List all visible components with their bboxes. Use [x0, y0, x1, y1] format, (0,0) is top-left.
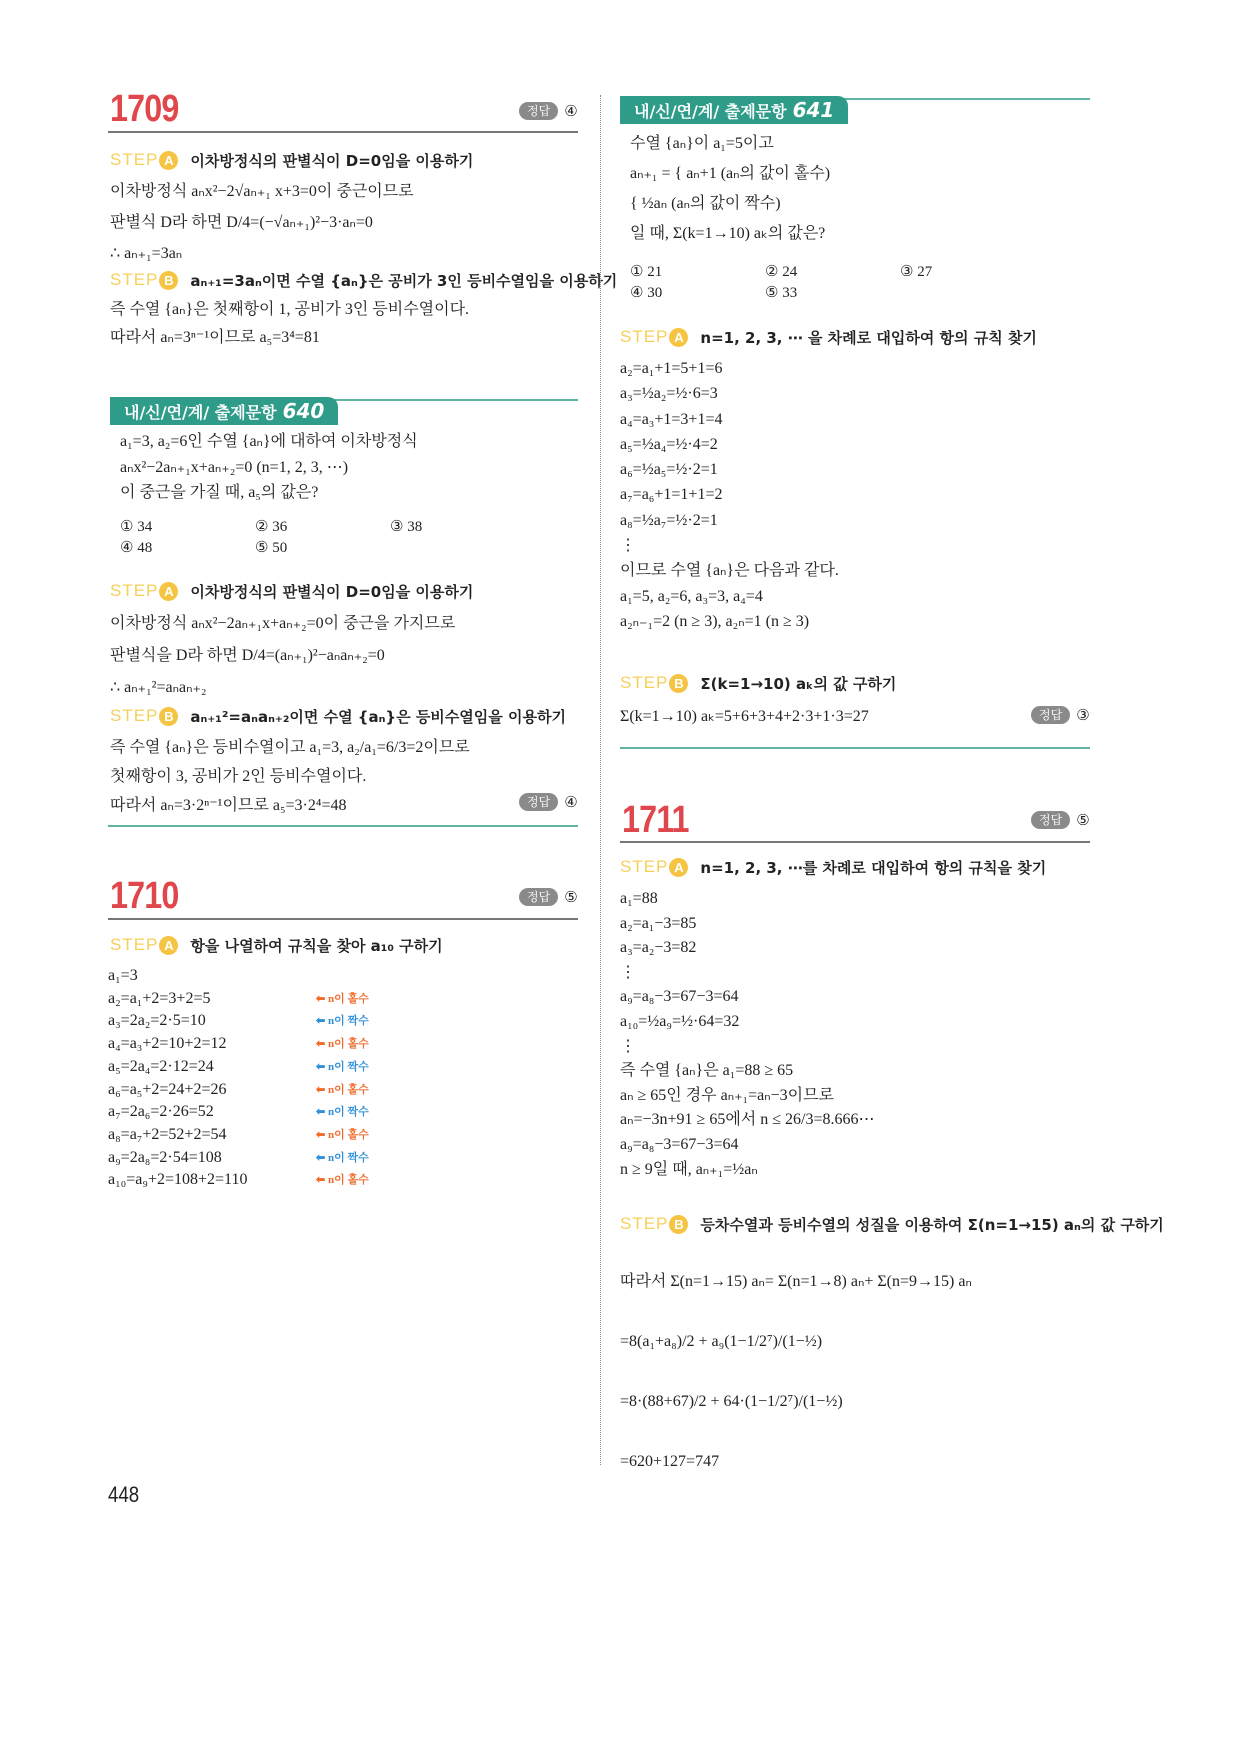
choice: ① 21: [630, 264, 663, 280]
math-line: a₄=a₃+2=10+2=12: [108, 1035, 227, 1053]
step-a-lines: [110, 608, 455, 704]
math-line: a₇=a₆+1=1+1=2: [620, 486, 723, 504]
step-badge-icon: A: [159, 151, 178, 170]
math-line: a₉=a₈−3=67−3=64: [620, 1135, 739, 1153]
math-line: a₆=½a₅=½·2=1: [620, 461, 718, 479]
choice: ⑤ 50: [255, 540, 288, 556]
parity-note: ⬅ n이 짝수: [316, 1060, 369, 1073]
step-word: STEP: [620, 1214, 669, 1233]
step-badge-icon: A: [669, 328, 688, 347]
box-rule: [300, 399, 578, 401]
answer-value: ④: [564, 102, 578, 120]
math-line: aₙ ≥ 65인 경우 aₙ₊₁=aₙ−3이므로: [620, 1086, 835, 1104]
answer-value: ⑤: [1076, 811, 1090, 829]
related-label: 내/신/연/계/ 출제문항: [634, 102, 787, 121]
math-line: a₂=a₁+1=5+1=6: [620, 360, 723, 377]
math-line: a₆=a₅+2=24+2=26: [108, 1080, 227, 1098]
math-line: 수열 {aₙ}이 a₁=5이고: [630, 135, 774, 152]
choice: ① 34: [120, 519, 153, 535]
math-line: a₂=a₁−3=85: [620, 914, 697, 932]
math-line: 판별식을 D라 하면 D/4=(aₙ₊₁)²−aₙaₙ₊₂=0: [110, 647, 385, 664]
step-title: aₙ₊₁²=aₙaₙ₊₂이면 수열 {aₙ}은 등비수열임을 이용하기: [190, 707, 566, 726]
related-problem-header-640: [110, 397, 338, 425]
math-line: ⋮: [620, 1037, 636, 1055]
divider: [108, 918, 578, 920]
math-line: a₁₀=a₉+2=108+2=110: [108, 1171, 248, 1189]
step-title: aₙ₊₁=3aₙ이면 수열 {aₙ}은 공비가 3인 등비수열임을 이용하기: [190, 271, 618, 290]
choice: ④ 48: [120, 540, 153, 556]
math-line: 즉 수열 {aₙ}은 a₁=88 ≥ 65: [620, 1062, 794, 1080]
math-line: ⋮: [620, 963, 636, 981]
sequence-row: [108, 1010, 369, 1033]
step-title: 항을 나열하여 규칙을 찾아 a₁₀ 구하기: [190, 936, 443, 955]
math-line: 즉 수열 {aₙ}은 등비수열이고 a₁=3, a₂/a₁=6/3=2이므로: [110, 739, 470, 756]
parity-note: ⬅ n이 짝수: [316, 1106, 369, 1119]
question-641: [630, 129, 830, 249]
answer-value: ④: [564, 793, 578, 811]
step-b-heading: [110, 268, 617, 292]
step-badge-icon: A: [159, 936, 178, 955]
step-title: Σ(k=1→10) aₖ의 값 구하기: [700, 674, 897, 693]
math-line: a₅=2a₄=2·12=24: [108, 1057, 214, 1075]
math-line: a₁₀=½a₉=½·64=32: [620, 1012, 740, 1030]
math-line: a₂=a₁+2=3+2=5: [108, 989, 211, 1007]
step-title: 등차수열과 등비수열의 성질을 이용하여 Σ(n=1→15) aₙ의 값 구하기: [700, 1215, 1164, 1234]
step-title: n=1, 2, 3, ⋯를 차례로 대입하여 항의 규칙을 찾기: [700, 858, 1047, 877]
sequence-row: [108, 1033, 369, 1056]
math-line: 판별식 D라 하면 D/4=(−√aₙ₊₁)²−3·aₙ=0: [110, 214, 373, 231]
divider: [108, 131, 578, 133]
choice: ② 36: [255, 519, 288, 535]
math-line: 따라서 aₙ=3ⁿ⁻¹이므로 a₅=3⁴=81: [110, 329, 320, 346]
math-line: { ½aₙ (aₙ의 값이 짝수): [630, 195, 781, 212]
step-b-lines: [110, 733, 470, 820]
answer-label: 정답: [519, 102, 558, 120]
math-line: a₃=2a₂=2·5=10: [108, 1012, 206, 1030]
answer-value: ⑤: [564, 888, 578, 906]
math-line: =620+127=747: [620, 1453, 720, 1470]
step-b-heading: [110, 704, 566, 728]
answer-label: 정답: [1031, 706, 1070, 724]
parity-note: ⬅ n이 짝수: [316, 1015, 369, 1028]
sequence-row: [108, 1056, 369, 1079]
step-word: STEP: [620, 327, 669, 346]
problem-number-1710: 1710: [110, 875, 179, 917]
step-b-lines: [110, 296, 469, 352]
box-bottom-rule: [620, 747, 1090, 749]
math-line: a₁=88: [620, 890, 658, 907]
math-line: a₃=a₂−3=82: [620, 939, 697, 957]
step-badge-icon: B: [159, 707, 178, 726]
sequence-row: [108, 1169, 369, 1192]
step-title: n=1, 2, 3, ⋯ 을 차례로 대입하여 항의 규칙 찾기: [700, 328, 1037, 347]
step-a-heading: [620, 855, 1046, 879]
math-line: ⋮: [620, 537, 636, 555]
step-a-lines: [110, 176, 414, 269]
step-badge-icon: A: [669, 858, 688, 877]
parity-note: ⬅ n이 홀수: [316, 1128, 369, 1141]
math-line: 즉 수열 {aₙ}은 첫째항이 1, 공비가 3인 등비수열이다.: [110, 301, 470, 318]
step-title: 이차방정식의 판별식이 D=0임을 이용하기: [190, 582, 474, 601]
math-line: a₂ₙ₋₁=2 (n ≥ 3), a₂ₙ=1 (n ≥ 3): [620, 612, 810, 630]
math-line: =8·(88+67)/2 + 64·(1−1/2⁷)/(1−½): [620, 1393, 843, 1410]
step-word: STEP: [110, 935, 159, 954]
math-line: n ≥ 9일 때, aₙ₊₁=½aₙ: [620, 1160, 758, 1178]
page-number: 448: [108, 1482, 140, 1507]
sequence-row: [108, 1147, 369, 1170]
math-line: a₉=2a₈=2·54=108: [108, 1148, 222, 1166]
related-problem-header-641: [620, 96, 848, 124]
step-badge-icon: B: [669, 1215, 688, 1234]
answer-badge: [519, 793, 578, 811]
math-line: =8(a₁+a₈)/2 + a₉(1−1/2⁷)/(1−½): [620, 1333, 823, 1350]
math-line: a₄=a₃+1=3+1=4: [620, 410, 723, 428]
step-word: STEP: [110, 581, 159, 600]
math-line: a₁=3: [108, 967, 138, 984]
math-line: a₈=½a₇=½·2=1: [620, 511, 718, 529]
step-word: STEP: [620, 673, 669, 692]
math-line: 이 중근을 가질 때, a₅의 값은?: [120, 484, 319, 501]
math-line: 이차방정식 aₙx²−2√aₙ₊₁ x+3=0이 중근이므로: [110, 183, 414, 200]
divider: [620, 841, 1090, 843]
choice: ③ 27: [900, 264, 933, 280]
answer-badge: [1031, 811, 1090, 829]
answer-label: 정답: [1031, 811, 1070, 829]
step-a-heading: [620, 325, 1037, 349]
step-a-heading: [110, 933, 443, 957]
math-line: 일 때, Σ(k=1→10) aₖ의 값은?: [630, 225, 826, 242]
answer-badge: [519, 888, 578, 906]
choices-641: [630, 262, 1035, 302]
math-line: a₇=2a₆=2·26=52: [108, 1103, 214, 1121]
math-line: a₈=a₇+2=52+2=54: [108, 1125, 227, 1143]
step-a-lines: [620, 356, 839, 634]
step-a-heading: [110, 148, 473, 172]
answer-label: 정답: [519, 793, 558, 811]
problem-number-1709: 1709: [110, 88, 179, 130]
sequence-row: [108, 1079, 369, 1102]
related-label: 내/신/연/계/ 출제문항: [124, 403, 277, 422]
step-badge-icon: A: [159, 582, 178, 601]
math-line: 따라서 aₙ=3·2ⁿ⁻¹이므로 a₅=3·2⁴=48: [110, 797, 347, 814]
choice: ③ 38: [390, 519, 423, 535]
math-line: ∴ aₙ₊₁²=aₙaₙ₊₂: [110, 679, 207, 696]
sequence-row: [108, 1124, 369, 1147]
math-line: 이므로 수열 {aₙ}은 다음과 같다.: [620, 562, 839, 580]
box-bottom-rule: [108, 825, 578, 827]
step-word: STEP: [110, 706, 159, 725]
math-line: Σ(k=1→10) aₖ=5+6+3+4+2·3+1·3=27: [620, 708, 869, 725]
box-rule: [810, 98, 1090, 100]
math-line: 따라서 Σ(n=1→15) aₙ= Σ(n=1→8) aₙ+ Σ(n=9→15) aₙ: [620, 1273, 972, 1290]
math-line: aₙx²−2aₙ₊₁x+aₙ₊₂=0 (n=1, 2, 3, ⋯): [120, 458, 349, 476]
step-a-lines: [620, 887, 875, 1182]
parity-note: ⬅ n이 홀수: [316, 992, 369, 1005]
answer-label: 정답: [519, 888, 558, 906]
math-line: aₙ₊₁ = { aₙ+1 (aₙ의 값이 홀수): [630, 165, 831, 182]
sequence-row: [108, 1101, 369, 1124]
math-line: aₙ=−3n+91 ≥ 65에서 n ≤ 26/3=8.666⋯: [620, 1111, 875, 1129]
math-line: a₁=5, a₂=6, a₃=3, a₄=4: [620, 587, 763, 605]
step-b-lines: [620, 1252, 972, 1492]
choice: ② 24: [765, 264, 798, 280]
sequence-row: [108, 988, 369, 1011]
math-line: ∴ aₙ₊₁=3aₙ: [110, 245, 183, 262]
column-divider: [600, 95, 601, 1465]
step-badge-icon: B: [159, 271, 178, 290]
step-badge-icon: B: [669, 674, 688, 693]
answer-badge: [1031, 706, 1090, 724]
parity-note: ⬅ n이 홀수: [316, 1083, 369, 1096]
step-title: 이차방정식의 판별식이 D=0임을 이용하기: [190, 151, 474, 170]
answer-value: ③: [1076, 706, 1090, 724]
parity-note: ⬅ n이 짝수: [316, 1151, 369, 1164]
math-line: 이차방정식 aₙx²−2aₙ₊₁x+aₙ₊₂=0이 중근을 가지므로: [110, 615, 456, 632]
step-a-heading: [110, 579, 473, 603]
step-b-heading: [620, 1212, 1164, 1236]
step-b-lines: [620, 705, 869, 729]
step-word: STEP: [620, 857, 669, 876]
choice: ⑤ 33: [765, 285, 798, 301]
step-b-heading: [620, 671, 896, 695]
math-line: a₅=½a₄=½·4=2: [620, 435, 718, 453]
parity-note: ⬅ n이 홀수: [316, 1174, 369, 1187]
math-line: a₁=3, a₂=6인 수열 {aₙ}에 대하여 이차방정식: [120, 433, 418, 450]
math-line: 첫째항이 3, 공비가 2인 등비수열이다.: [110, 768, 367, 785]
choices-640: [120, 517, 525, 557]
related-number: 640: [282, 399, 325, 423]
parity-note: ⬅ n이 홀수: [316, 1038, 369, 1051]
step-word: STEP: [110, 270, 159, 289]
question-640: [120, 429, 418, 506]
related-number: 641: [792, 98, 835, 122]
answer-badge: [519, 102, 578, 120]
choice: ④ 30: [630, 285, 663, 301]
problem-number-1711: 1711: [622, 799, 689, 841]
step-word: STEP: [110, 150, 159, 169]
sequence-lines: [108, 965, 369, 1192]
math-line: a₉=a₈−3=67−3=64: [620, 988, 739, 1006]
math-line: a₃=½a₂=½·6=3: [620, 385, 718, 403]
